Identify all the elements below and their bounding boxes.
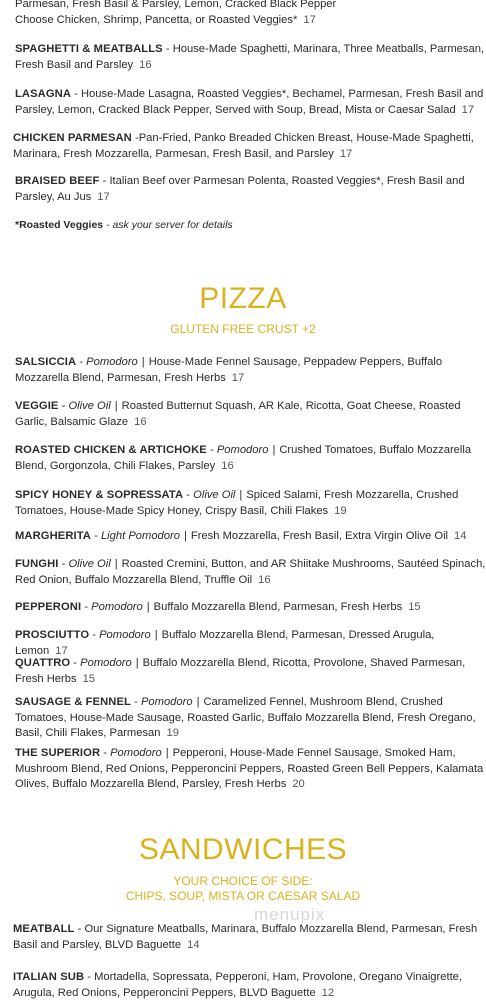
menu-item-chicken-parmesan <box>13 131 486 162</box>
item-base: Pomodoro <box>91 601 143 613</box>
item-desc: Spiced Salami, Fresh Mozzarella, Crushed Tomatoes, House-Made Spicy Honey, Crispy Basil, Chili Flakes <box>15 489 459 517</box>
item-name: VEGGIE <box>15 400 59 412</box>
note-text: - ask your server for details <box>103 219 233 231</box>
item-base: Pomodoro <box>99 629 151 641</box>
item-price: 17 <box>97 190 110 203</box>
menupix-watermark: menupix <box>254 905 326 924</box>
item-price: 17 <box>55 644 68 657</box>
pizza-item-spicy-honey: SPICY HONEY & SOPRESSATA - Olive Oil | Spiced Salami, Fresh Mozzarella, Crushed Tomatoes, House-Made Spicy Honey, Crispy Basil, Chili Flakes 19 <box>15 489 459 517</box>
item-desc: Caramelized Fennel, Mushroom Blend, Crushed Tomatoes, House-Made Sausage, Roasted Garlic, Buffalo Mozzarella Blend, Fresh Oregano, Basil, Chili Flakes, Parmesan <box>15 696 476 739</box>
item-base: Pomodoro <box>216 444 269 456</box>
pizza-item-pepperoni: PEPPERONI - Pomodoro | Buffalo Mozzarella Blend, Parmesan, Fresh Herbs 15 <box>15 601 421 613</box>
item-price: 19 <box>166 727 179 739</box>
item-desc: -Pan-Fried, Panko Breaded Chicken Breast, House-Made Spaghetti, Marinara, Fresh Mozzarella, Parmesan, Fresh Basil, and Parsley <box>13 132 474 160</box>
item-name: QUATTRO <box>15 657 71 669</box>
item-base: Light Pomodoro <box>100 530 180 542</box>
item-name: LASAGNA <box>15 88 72 100</box>
item-price: 17 <box>339 147 353 160</box>
item-name: PROSCIUTTO <box>15 629 90 641</box>
item-name: ROASTED CHICKEN & ARTICHOKE <box>15 444 207 456</box>
item-desc: - Italian Beef over Parmesan Polenta, Roasted Veggies*, Fresh Basil and Parsley, Au Jus <box>15 175 465 203</box>
item-price: 15 <box>82 672 96 685</box>
sandwich-item-meatball <box>13 922 486 953</box>
roasted-veggies-note <box>15 218 233 234</box>
item-desc: Fresh Mozzarella, Fresh Basil, Extra Virgin Olive Oil <box>190 530 449 542</box>
item-desc: - House-Made Lasagna, Roasted Veggies*, Bechamel, Parmesan, Fresh Basil and Parsley, Lemon, Cracked Black Pepper, Served with Soup, Bread, Mista or Caesar Salad <box>15 88 484 116</box>
item-base: Pomodoro <box>80 657 132 669</box>
pizza-item-funghi: FUNGHI - Olive Oil | Roasted Cremini, Button, and AR Shiitake Mushrooms, Sautéed Spinach, Red Onion, Buffalo Mozzarella Blend, Truffle Oil 16 <box>15 558 486 586</box>
sandwiches-subtitle-line1: YOUR CHOICE OF SIDE: <box>173 874 313 888</box>
item-name: SPAGHETTI & MEATBALLS <box>15 43 163 55</box>
sandwich-item-italian-sub <box>13 970 486 1001</box>
item-name: BRAISED BEEF <box>15 175 100 187</box>
item-desc: House-Made Fennel Sausage, Peppadew Peppers, Buffalo Mozzarella Blend, Parmesan, Fresh Herbs <box>15 356 443 384</box>
pizza-section-title: PIZZA <box>199 282 287 315</box>
item-name: CHICKEN PARMESAN <box>13 132 132 144</box>
item-base: Olive Oil <box>193 489 236 501</box>
item-price: 16 <box>221 459 234 472</box>
item-name: FUNGHI <box>15 558 59 570</box>
item-base: Olive Oil <box>68 558 111 570</box>
item-price: 14 <box>454 530 467 542</box>
item-price: 16 <box>258 573 271 586</box>
item-base: Olive Oil <box>68 400 111 412</box>
item-desc: - Mortadella, Sopressata, Pepperoni, Ham, Provolone, Oregano Vinaigrette, Arugula, Red Onions, Pepperoncini Peppers, BLVD Baguette <box>13 971 463 999</box>
pizza-item-salsiccia: SALSICCIA - Pomodoro | House-Made Fennel Sausage, Peppadew Peppers, Buffalo Mozzarella Blend, Parmesan, Fresh Herbs 17 <box>15 356 443 384</box>
menu-item-braised-beef <box>15 174 486 205</box>
item-price: 12 <box>321 986 335 999</box>
item-desc: Roasted Cremini, Button, and AR Shiitake Mushrooms, Sautéed Spinach, Red Onion, Buffalo Mozzarella Blend, Truffle Oil <box>15 558 486 586</box>
item-price: 17 <box>461 103 475 116</box>
item-name: MEATBALL <box>13 923 75 935</box>
pizza-item-quattro: QUATTRO - Pomodoro | Buffalo Mozzarella Blend, Ricotta, Provolone, Shaved Parmesan, Fresh Herbs 15 <box>15 657 466 685</box>
item-name: THE SUPERIOR <box>15 747 101 759</box>
pizza-item-veggie: VEGGIE - Olive Oil | Roasted Butternut Squash, AR Kale, Ricotta, Goat Cheese, Roasted Garlic, Balsamic Glaze 16 <box>15 400 461 428</box>
item-name: PEPPERONI <box>15 601 82 613</box>
item-name: SALSICCIA <box>15 356 77 368</box>
note-label: *Roasted Veggies <box>15 219 104 231</box>
pizza-section-subtitle: GLUTEN FREE CRUST +2 <box>170 322 316 336</box>
item-name: SAUSAGE & FENNEL <box>15 696 131 708</box>
item-price: 20 <box>292 778 305 790</box>
item-base: Pomodoro <box>86 356 138 368</box>
menu-item-spaghetti <box>15 42 486 73</box>
item-base: Pomodoro <box>110 747 162 759</box>
pizza-item-margherita: MARGHERITA - Light Pomodoro | Fresh Mozzarella, Fresh Basil, Extra Virgin Olive Oil 14 <box>15 530 467 542</box>
pizza-item-roasted-chicken: ROASTED CHICKEN & ARTICHOKE - Pomodoro | Crushed Tomatoes, Buffalo Mozzarella Blend, Gorgonzola, Chili Flakes, Parsley 16 <box>15 444 472 472</box>
item-desc: Buffalo Mozzarella Blend, Parmesan, Dressed Arugula, Lemon <box>15 629 435 657</box>
item-price: 16 <box>134 415 147 428</box>
item-desc: - House-Made Spaghetti, Marinara, Three Meatballs, Parmesan, Fresh Basil and Parsley <box>15 43 485 71</box>
item-desc: Crushed Tomatoes, Buffalo Mozzarella Blend, Gorgonzola, Chili Flakes, Parsley <box>15 444 472 472</box>
sandwiches-section-title: SANDWICHES <box>138 833 348 866</box>
pizza-item-sausage-fennel: SAUSAGE & FENNEL - Pomodoro | Caramelized Fennel, Mushroom Blend, Crushed Tomatoes, House-Made Sausage, Roasted Garlic, Buffalo Mozzarella Blend, Fresh Oregano, Basil, Chili Flakes, Parmesan 19 <box>15 696 476 739</box>
item-price: 15 <box>408 601 421 613</box>
item-desc: Buffalo Mozzarella Blend, Ricotta, Provolone, Shaved Parmesan, Fresh Herbs <box>15 657 466 685</box>
item-name: ITALIAN SUB <box>13 971 85 983</box>
item-desc: Pepperoni, House-Made Fennel Sausage, Smoked Ham, Mushroom Blend, Red Onions, Pepperoncini Peppers, Roasted Green Bell Peppers, Kalamata Olives, Buffalo Mozzarella Blend, Parsley, Fresh Herbs <box>15 747 484 790</box>
item-desc: Roasted Butternut Squash, AR Kale, Ricotta, Goat Cheese, Roasted Garlic, Balsamic Glaze <box>15 400 461 428</box>
item-desc-line2: Choose Chicken, Shrimp, Pancetta, or Roasted Veggies* <box>15 13 298 26</box>
item-name: SPICY HONEY & SOPRESSATA <box>15 489 184 501</box>
menu-item-partial <box>15 0 486 28</box>
sandwiches-subtitle-line2: CHIPS, SOUP, MISTA OR CAESAR SALAD <box>125 889 361 903</box>
pizza-item-the-superior: THE SUPERIOR - Pomodoro | Pepperoni, House-Made Fennel Sausage, Smoked Ham, Mushroom Blend, Red Onions, Pepperoncini Peppers, Roasted Green Bell Peppers, Kalamata Olives, Buffalo Mozzarella Blend, Parsley, Fresh Herbs 20 <box>15 747 484 790</box>
item-price: 17 <box>303 13 316 26</box>
menu-item-lasagna <box>15 87 486 118</box>
item-price: 19 <box>334 504 347 517</box>
item-desc-line1: Parmesan, Fresh Basil & Parsley, Lemon, Cracked Black Pepper <box>15 0 337 10</box>
item-name: MARGHERITA <box>15 530 91 542</box>
item-desc: - Our Signature Meatballs, Marinara, Buffalo Mozzarella Blend, Parmesan, Fresh Basil and Parsley, BLVD Baguette <box>13 923 478 951</box>
pizza-item-prosciutto: PROSCIUTTO - Pomodoro | Buffalo Mozzarella Blend, Parmesan, Dressed Arugula, Lemon 17 <box>15 629 435 657</box>
item-price: 17 <box>231 371 245 384</box>
item-base: Pomodoro <box>140 696 193 708</box>
item-price: 16 <box>139 58 152 71</box>
item-desc: Buffalo Mozzarella Blend, Parmesan, Fresh Herbs <box>153 601 403 613</box>
item-price: 14 <box>187 938 200 951</box>
